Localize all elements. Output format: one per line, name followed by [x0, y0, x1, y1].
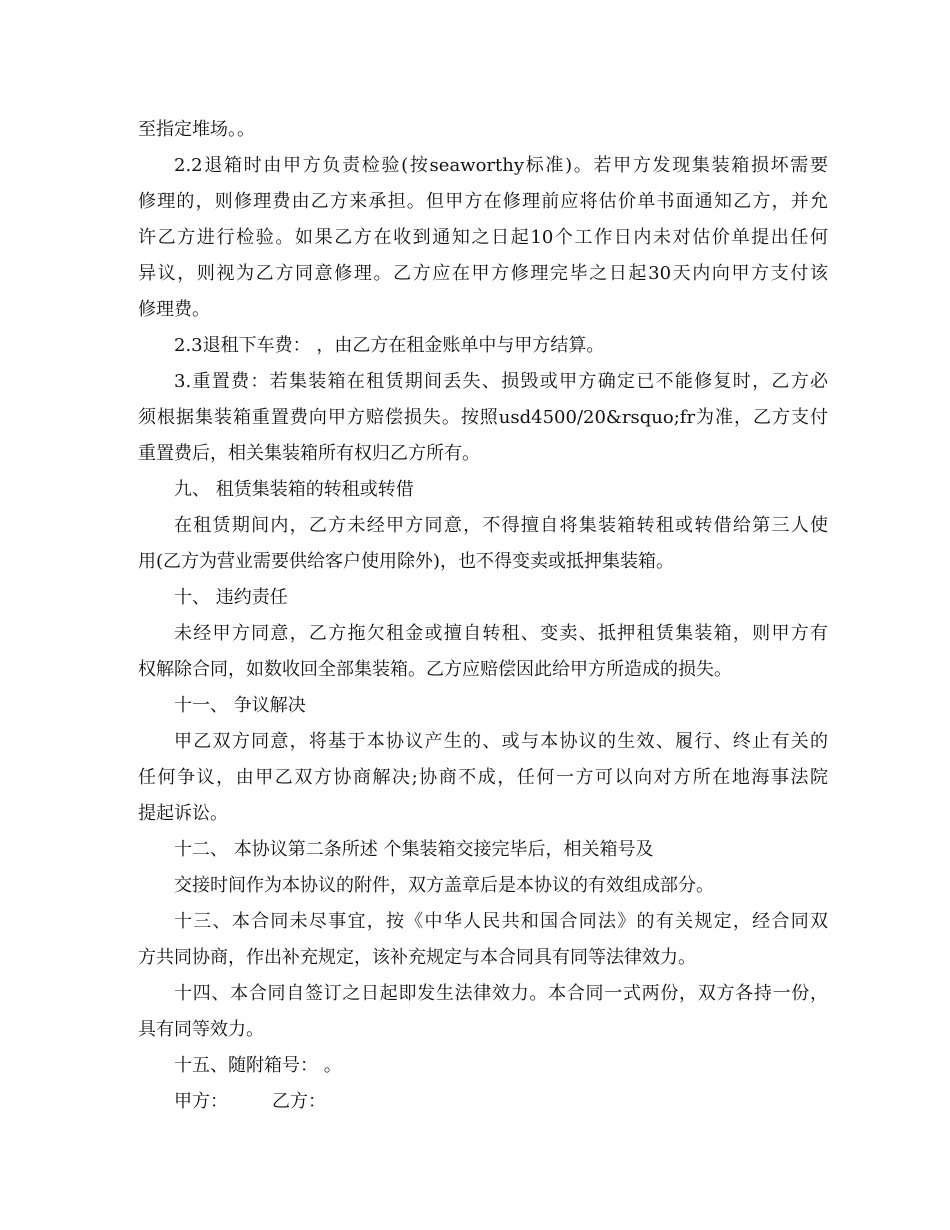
paragraph-line: 权解除合同，如数收回全部集装箱。乙方应赔偿因此给甲方所造成的损失。: [138, 659, 732, 680]
paragraph-line: 许乙方进行检验。如果乙方在收到通知之日起10个工作日内未对估价单提出任何: [138, 227, 828, 248]
paragraph-line: 须根据集装箱重置费向甲方赔偿损失。按照usd4500/20&rsquo;fr为准，乙方支付: [138, 407, 828, 428]
paragraph-line: 十五、随附箱号： 。: [174, 1055, 342, 1076]
paragraph-line: 十四、本合同自签订之日起即发生法律效力。本合同一式两份，双方各持一份，: [174, 983, 828, 1004]
paragraph-line: 十三、本合同未尽事宜，按《中华人民共和国合同法》的有关规定，经合同双: [174, 911, 828, 932]
paragraph-line: 2.2退箱时由甲方负责检验(按seaworthy标准)。若甲方发现集装箱损坏需要: [174, 155, 828, 176]
section-heading: 九、 租赁集装箱的转租或转借: [174, 479, 414, 500]
paragraph-line: 重置费后，相关集装箱所有权归乙方所有。: [138, 443, 480, 464]
paragraph-line: 至指定堆场。。: [138, 119, 255, 140]
paragraph-line: 甲乙双方同意，将基于本协议产生的、或与本协议的生效、履行、终止有关的: [174, 731, 828, 752]
signature-line: [138, 1084, 828, 1120]
contract-text: [138, 112, 828, 1120]
section-heading: 十、 违约责任: [174, 587, 288, 608]
section-heading: 十二、 本协议第二条所述 个集装箱交接完毕后，相关箱号及: [174, 839, 654, 860]
paragraph-line: 2.3退租下车费： ，由乙方在租金账单中与甲方结算。: [174, 335, 605, 356]
paragraph-line: 交接时间作为本协议的附件，双方盖章后是本协议的有效组成部分。: [174, 875, 714, 896]
paragraph-line: 未经甲方同意，乙方拖欠租金或擅自转租、变卖、抵押租赁集装箱，则甲方有: [174, 623, 828, 644]
paragraph-line: 3.重置费：若集装箱在租赁期间丢失、损毁或甲方确定已不能修复时，乙方必: [174, 371, 828, 392]
paragraph-line: 异议，则视为乙方同意修理。乙方应在甲方修理完毕之日起30天内向甲方支付该: [138, 263, 828, 284]
section-heading: 十一、 争议解决: [174, 695, 306, 716]
party-b-label: 乙方：: [272, 1091, 326, 1112]
paragraph-line: 任何争议，由甲乙双方协商解决;协商不成，任何一方可以向对方所在地海事法院: [138, 767, 828, 788]
paragraph-line: 在租赁期间内，乙方未经甲方同意，不得擅自将集装箱转租或转借给第三人使: [174, 515, 828, 536]
paragraph-line: 具有同等效力。: [138, 1019, 264, 1040]
paragraph-line: 修理的，则修理费由乙方来承担。但甲方在修理前应将估价单书面通知乙方，并允: [138, 191, 828, 212]
paragraph-line: 提起诉讼。: [138, 803, 228, 824]
paragraph-line: 方共同协商，作出补充规定，该补充规定与本合同具有同等法律效力。: [138, 947, 696, 968]
paragraph-line: 用(乙方为营业需要供给客户使用除外)，也不得变卖或抵押集装箱。: [138, 551, 675, 572]
paragraph-line: 修理费。: [138, 299, 210, 320]
party-a-label: 甲方：: [174, 1091, 228, 1112]
